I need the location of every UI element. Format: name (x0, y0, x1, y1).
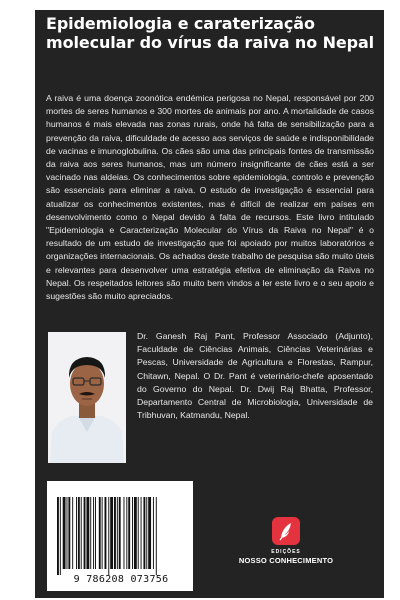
back-cover (35, 10, 384, 598)
publisher-imprint: EDIÇÕES (271, 549, 301, 555)
barcode-bar (57, 497, 59, 575)
barcode-bar (90, 497, 91, 569)
barcode-bar (99, 497, 101, 569)
barcode-bar (105, 497, 107, 569)
barcode-bar (148, 497, 151, 569)
feather-quill-icon (272, 517, 300, 545)
barcode-bar (156, 497, 157, 575)
barcode-bar (76, 497, 77, 569)
barcode-bar (132, 497, 133, 569)
barcode-bar (68, 497, 70, 569)
author-photo (48, 332, 126, 463)
isbn-barcode (47, 481, 193, 591)
barcode-bars (55, 497, 185, 575)
barcode-bar (86, 497, 89, 569)
barcode-bar (93, 497, 94, 569)
barcode-bar (126, 497, 127, 569)
barcode-bar (81, 497, 82, 569)
barcode-bar (153, 497, 154, 569)
barcode-bar (124, 497, 125, 569)
author-bio: Dr. Ganesh Raj Pant, Professor Associado (Adjunto), Faculdade de Ciências Animais, Ciências Veterinárias e Pescas, Universidade de Agricultura e Florestas, Rampur, Chitawn, Nepal. O Dr. Pant é veterinário-chefe aposentado do Governo do Nepal. Dr. Dwij Raj Bhatta, Professor, Departamento Central de Microbiologia, Universidade de Tribhuvan, Katmandu, Nepal. (137, 331, 373, 421)
barcode-bar (110, 497, 113, 569)
book-description: A raiva é uma doença zoonótica endémica perigosa no Nepal, responsável por 200 mortes de seres humanos e 300 mortes de animais por ano. A mortalidade de casos humanos é mais elevada nas zonas rurais, onde há falta de sensibilização para a prevenção da raiva, dificuldade de acesso aos serviços de saúde e indisponibilidade de vacinas e imunoglobulina. Os cães são uma das principais fontes de transmissão da raiva aos seres humanos, mas um número insignificante de cães está a ser vacinado nas aldeias. Os conhecimentos sobre epidemiologia, controlo e prevenção são essenciais para eliminar a raiva. O estudo de investigação é essencial para atualizar os conhecimentos existentes, mas é difícil de realizar em países em desenvolvimento como o Nepal devido à falta de recursos. Este livro intitulado "Epidemiologia e Caracterização Molecular do Vírus da Raiva no Nepal" é o resultado de um estudo de investigação que foi apoiado por muitos laboratórios e organizações internacionais. Os achados deste trabalho de pesquisa são muito úteis e relevantes para desenvolver uma estratégia efetiva de eliminação da Raiva no Nepal. Os respeitados leitores são muito bem vindos a ler este livro e o seu apoio e sugestões são muito apreciados. (46, 93, 374, 302)
barcode-bar (134, 497, 137, 569)
barcode-bar (63, 497, 66, 569)
barcode-bar (102, 497, 103, 569)
barcode-bar (114, 497, 116, 569)
barcode-bar (117, 497, 118, 569)
publisher-name: NOSSO CONHECIMENTO (238, 556, 334, 565)
barcode-bar (108, 497, 109, 575)
barcode-bar (119, 497, 121, 569)
barcode-bar (141, 497, 142, 569)
barcode-bar (72, 497, 73, 569)
barcode-bar (78, 497, 80, 569)
publisher-logo (231, 517, 341, 565)
barcode-bar (67, 497, 68, 569)
book-title: Epidemiologia e caraterização molecular do vírus da raiva no Nepal (46, 14, 375, 52)
barcode-bar (143, 497, 145, 569)
barcode-bar (60, 497, 61, 575)
barcode-bar (138, 497, 139, 569)
barcode-bar (128, 497, 130, 569)
barcode-bar (84, 497, 86, 569)
barcode-bar (95, 497, 96, 569)
isbn-number: 9 786208 073756 (73, 574, 169, 585)
barcode-bar (146, 497, 147, 569)
